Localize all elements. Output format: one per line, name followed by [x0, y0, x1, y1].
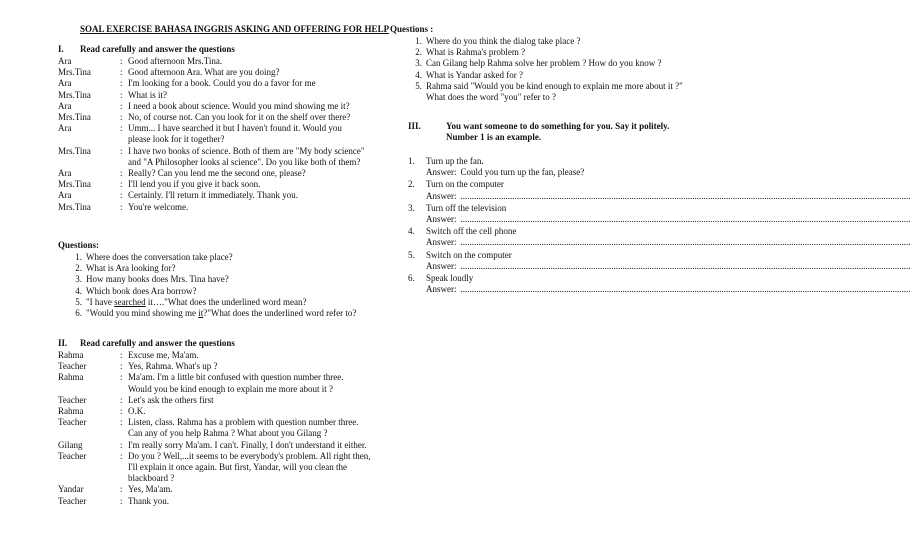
colon: : [120, 439, 123, 450]
dialogue-line [58, 384, 380, 395]
dialogue-text: Yes, Ma'am. [128, 484, 173, 495]
speaker-name: Ara [58, 190, 72, 201]
question-text-pre: "Would you mind showing me [86, 308, 199, 319]
speaker-name: Mrs.Tina [58, 145, 91, 156]
speaker-name: Teacher [58, 394, 87, 405]
question-text-post: ?"What does the underlined word refer to? [203, 308, 357, 319]
answer-row [408, 214, 911, 225]
colon: : [120, 100, 123, 111]
question-text [426, 81, 683, 103]
question-number: 5. [75, 296, 82, 307]
exercise-item [408, 273, 911, 295]
answer-row [408, 260, 911, 272]
question-text-pre: "I have [86, 296, 115, 307]
dialogue-text: Would you be kind enough to explain me more about it ? [128, 383, 333, 394]
question-item [58, 252, 380, 263]
dialogue-text: Good afternoon Mrs.Tina. [128, 56, 223, 66]
section2-questions-label: Questions : [390, 24, 434, 34]
answer-label: Answer: [426, 237, 457, 248]
answer-row [408, 284, 911, 295]
question-item [406, 70, 710, 81]
dialogue-text: Umm... I have searched it but I haven't found it. Would you [128, 123, 342, 134]
answer-row [408, 237, 911, 248]
speaker-name: Ara [58, 56, 72, 66]
exercise-text: Turn on the computer [426, 179, 504, 190]
question-item [406, 47, 710, 58]
dialogue-text: Can any of you help Rahma ? What about you Gilang ? [128, 428, 328, 439]
speaker-name: Teacher [58, 417, 87, 428]
speaker-name [58, 134, 120, 145]
speaker-name: Ara [58, 123, 72, 134]
colon [120, 428, 128, 439]
question-item [58, 274, 380, 285]
answer-label: Answer: [426, 284, 457, 295]
dialogue-line [58, 56, 380, 67]
dialogue-text: Do you ? Well,...it seems to be everybody's problem. All right then, [128, 450, 371, 461]
section1-heading-text: Read carefully and answer the questions [80, 44, 235, 54]
dialogue-text: What is it? [128, 89, 167, 100]
underlined-word: it [198, 308, 204, 319]
section3-heading-line-1: You want someone to do something for you. Say it politely. [446, 121, 670, 131]
section2-dialogue [58, 350, 380, 507]
answer-text: Could you turn up the fan, please? [460, 167, 585, 178]
speaker-name: Mrs.Tina [58, 67, 91, 78]
answer-label: Answer: [426, 190, 457, 201]
section1-number: I. [58, 44, 64, 54]
section3-heading-line-2: Number 1 is an example. [446, 132, 542, 143]
colon: : [120, 372, 123, 383]
dialogue-text: Ma'am. I'm a little bit confused with question number three. [128, 372, 344, 383]
dialogue-text: I'm looking for a book. Could you do a favor for me [128, 78, 316, 89]
speaker-name: Gilang [58, 439, 83, 450]
answer-blank[interactable]: ........................................................................................................................................................................................................ [460, 214, 911, 225]
dialogue-text: Excuse me, Ma'am. [128, 350, 199, 360]
question-line: What is Yandar asked for ? [426, 69, 523, 80]
exercise-text: Switch off the cell phone [426, 226, 517, 237]
question-text [86, 297, 307, 308]
section1-heading [58, 44, 235, 55]
dialogue-line [58, 417, 380, 428]
dialogue-text: I'll lend you if you give it back soon. [128, 179, 261, 190]
question-item [58, 286, 380, 297]
speaker-name: Yandar [58, 484, 84, 495]
speaker-name: Teacher [58, 495, 87, 506]
dialogue-text: Let's ask the others first [128, 394, 214, 405]
exercise-number: 5. [408, 249, 415, 260]
colon: : [120, 201, 123, 212]
speaker-name [58, 428, 120, 439]
question-item [58, 297, 380, 308]
colon: : [120, 89, 123, 100]
section2-number: II. [58, 338, 68, 348]
question-text [426, 58, 661, 69]
speaker-name: Mrs.Tina [58, 89, 91, 100]
dialogue-line [58, 112, 380, 123]
dialogue-line [58, 462, 380, 473]
exercise-text: Turn off the television [426, 202, 507, 213]
exercise-number: 6. [408, 273, 415, 284]
dialogue-line [58, 179, 380, 190]
question-number: 2. [415, 47, 422, 58]
exercise-text: Switch on the computer [426, 249, 512, 260]
question-text [86, 286, 196, 297]
colon: : [120, 417, 123, 428]
colon: : [120, 450, 123, 461]
section2-questions [406, 36, 710, 103]
dialogue-line [58, 190, 380, 201]
exercise-prompt [408, 250, 710, 261]
speaker-name: Rahma [58, 372, 84, 383]
colon [120, 462, 128, 473]
colon [120, 134, 128, 145]
colon [120, 473, 128, 484]
answer-label: Answer: [426, 260, 457, 271]
question-text [86, 252, 233, 263]
colon: : [120, 67, 123, 78]
exercise-item [408, 179, 911, 201]
speaker-name [58, 384, 120, 395]
dialogue-line [58, 67, 380, 78]
dialogue-line [58, 372, 380, 383]
dialogue-text: I have two books of science. Both of them are "My body science" [128, 145, 365, 156]
section1-dialogue [58, 56, 380, 213]
underlined-word: searched [114, 296, 146, 307]
colon [120, 157, 128, 168]
colon: : [120, 56, 123, 66]
exercise-item [408, 226, 911, 248]
question-text [86, 274, 229, 285]
question-item [58, 308, 380, 319]
colon: : [120, 179, 123, 190]
colon: : [120, 112, 123, 123]
dialogue-line [58, 134, 380, 145]
answer-row [408, 167, 710, 178]
section3-items [408, 156, 911, 295]
answer-blank[interactable]: ........................................................................................................................................................................................................ [460, 260, 911, 271]
speaker-name [58, 473, 120, 484]
speaker-name: Ara [58, 78, 72, 89]
dialogue-text: No, of course not. Can you look for it on the shelf over there? [128, 112, 351, 123]
dialogue-line [58, 361, 380, 372]
speaker-name: Ara [58, 168, 72, 179]
dialogue-line [58, 496, 380, 507]
speaker-name: Teacher [58, 361, 87, 372]
exercise-prompt [408, 273, 710, 284]
question-text [426, 36, 580, 47]
question-text-post: it…."What does the underlined word mean? [145, 296, 307, 307]
dialogue-line [58, 451, 380, 462]
answer-row [408, 190, 911, 202]
exercise-number: 4. [408, 226, 415, 237]
colon: : [120, 350, 123, 360]
page-title: SOAL EXERCISE BAHASA INGGRIS ASKING AND OFFERING FOR HELP [80, 24, 390, 34]
question-item [406, 58, 710, 69]
dialogue-line [58, 395, 380, 406]
dialogue-text: Certainly. I'll return it immediately. Thank you. [128, 190, 298, 201]
dialogue-line [58, 428, 380, 439]
colon: : [120, 190, 123, 201]
answer-blank[interactable]: ........................................................................................................................................................................................................ [460, 237, 911, 248]
section3-number: III. [408, 121, 421, 131]
colon: : [120, 495, 123, 506]
question-text [426, 70, 523, 81]
dialogue-text: Really? Can you lend me the second one, please? [128, 168, 306, 179]
dialogue-text: Listen, class. Rahma has a problem with question number three. [128, 417, 359, 428]
dialogue-line [58, 350, 380, 361]
dialogue-text: blackboard ? [128, 473, 175, 484]
section1-questions-label: Questions: [58, 240, 100, 250]
colon: : [120, 406, 123, 417]
colon: : [120, 394, 123, 405]
question-number: 4. [415, 69, 422, 80]
dialogue-line [58, 473, 380, 484]
dialogue-text: Thank you. [128, 495, 169, 506]
exercise-prompt [408, 226, 710, 237]
question-text [426, 47, 525, 58]
speaker-name: Teacher [58, 450, 87, 461]
exercise-text: Speak loudly [426, 273, 474, 284]
answer-blank[interactable]: ........................................................................................................................................................................................................ [460, 190, 911, 201]
question-number: 6. [75, 308, 82, 319]
question-text [86, 308, 356, 319]
colon [120, 384, 128, 395]
dialogue-text: and "A Philosopher looks al science". Do you like both of them? [128, 156, 361, 167]
dialogue-text: I need a book about science. Would you mind showing me it? [128, 100, 350, 111]
colon: : [120, 78, 123, 89]
colon: : [120, 361, 123, 372]
section2-heading [58, 338, 235, 349]
speaker-name: Mrs.Tina [58, 112, 91, 123]
exercise-number: 3. [408, 202, 415, 213]
exercise-prompt [408, 156, 710, 167]
speaker-name: Mrs.Tina [58, 179, 91, 190]
section1-questions [58, 252, 380, 319]
exercise-prompt [408, 203, 710, 214]
dialogue-line [58, 484, 380, 495]
speaker-name [58, 157, 120, 168]
question-number: 4. [75, 285, 82, 296]
dialogue-text: I'm really sorry Ma'am. I can't. Finally, I don't understand it either. [128, 439, 367, 450]
dialogue-line [58, 157, 380, 168]
dialogue-line [58, 146, 380, 157]
question-text-pre: Where does the conversation take place? [86, 252, 233, 262]
question-line: Rahma said "Would you be kind enough to explain me more about it ?" [426, 80, 683, 91]
dialogue-text: I'll explain it once again. But first, Yandar, will you clean the [128, 462, 347, 473]
colon: : [120, 484, 123, 495]
speaker-name: Mrs.Tina [58, 201, 91, 212]
section2-heading-text: Read carefully and answer the questions [80, 338, 235, 348]
exercise-number: 2. [408, 179, 415, 190]
exercise-text: Turn up the fan. [426, 156, 484, 166]
speaker-name: Rahma [58, 350, 84, 360]
colon: : [120, 123, 123, 134]
question-line: Where do you think the dialog take place ? [426, 36, 581, 46]
exercise-item [408, 202, 911, 225]
section3-heading [408, 121, 708, 143]
dialogue-text: Good afternoon Ara. What are you doing? [128, 67, 280, 78]
dialogue-text: please look for it together? [128, 134, 225, 145]
speaker-name [58, 462, 120, 473]
question-number: 3. [415, 58, 422, 69]
colon: : [120, 145, 123, 156]
answer-label: Answer: [426, 167, 457, 178]
question-number: 5. [415, 80, 422, 91]
exercise-prompt [408, 179, 710, 190]
answer-blank[interactable]: ........................................................................................................................................................................................................ [460, 284, 911, 295]
question-line: What does the word "you" refer to ? [426, 92, 557, 103]
question-number: 1. [415, 36, 422, 46]
dialogue-line [58, 168, 380, 179]
question-text-pre: How many books does Mrs. Tina have? [86, 274, 229, 285]
dialogue-text: O.K. [128, 406, 146, 417]
dialogue-line [58, 406, 380, 417]
question-text-pre: What is Ara looking for? [86, 263, 176, 274]
exercise-item [408, 249, 911, 272]
question-item [406, 36, 710, 47]
exercise-item [408, 156, 710, 178]
dialogue-line [58, 78, 380, 89]
question-line: What is Rahma's problem ? [426, 47, 526, 58]
exercise-number: 1. [408, 156, 415, 166]
dialogue-line [58, 202, 380, 213]
dialogue-text: You're welcome. [128, 201, 189, 212]
question-number: 1. [75, 252, 82, 262]
dialogue-line [58, 440, 380, 451]
speaker-name: Rahma [58, 406, 84, 417]
answer-label: Answer: [426, 214, 457, 225]
question-number: 3. [75, 274, 82, 285]
speaker-name: Ara [58, 100, 72, 111]
question-line: Can Gilang help Rahma solve her problem ? How do you know ? [426, 58, 662, 69]
question-number: 2. [75, 263, 82, 274]
dialogue-line [58, 101, 380, 112]
question-item [406, 81, 710, 103]
dialogue-line [58, 123, 380, 134]
dialogue-line [58, 90, 380, 101]
question-text [86, 263, 175, 274]
dialogue-text: Yes, Rahma. What's up ? [128, 361, 218, 372]
question-item [58, 263, 380, 274]
colon: : [120, 168, 123, 179]
question-text-pre: Which book does Ara borrow? [86, 285, 197, 296]
